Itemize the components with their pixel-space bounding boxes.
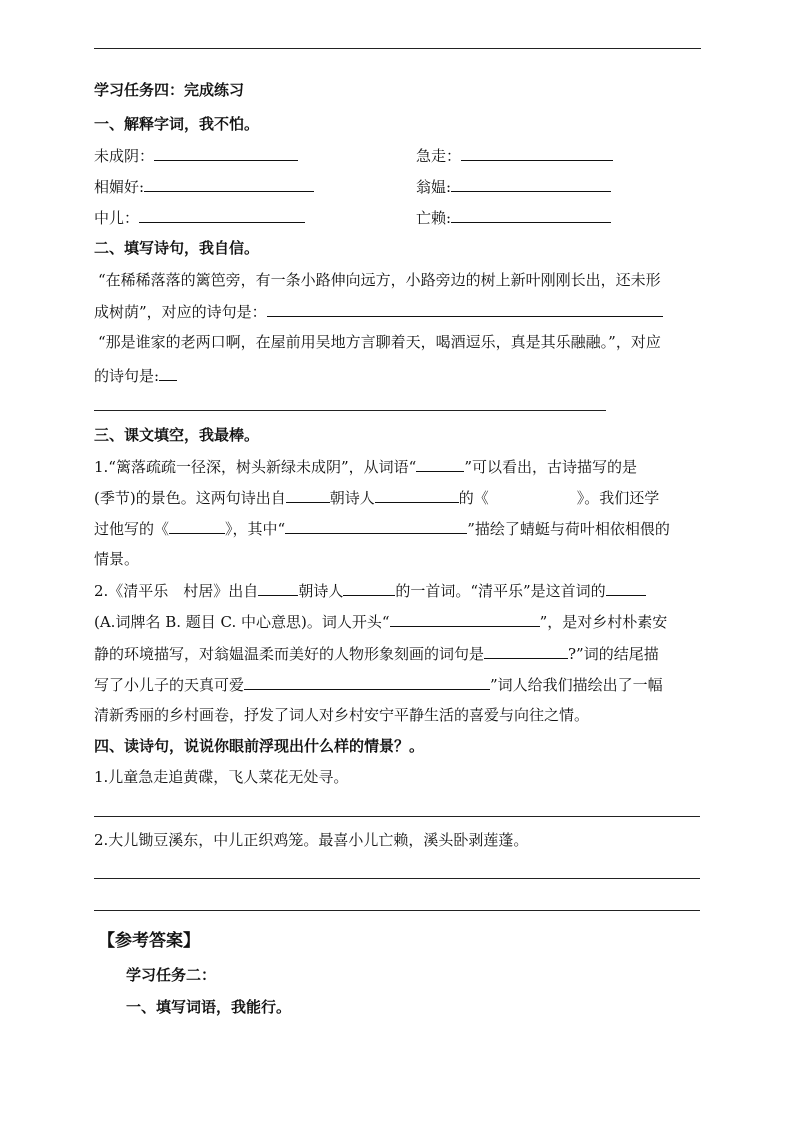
section4-title: 四、读诗句，说说你眼前浮现出什么样的情景？。 <box>94 737 425 755</box>
section2-title: 二、填写诗句，我自信。 <box>94 239 260 257</box>
cloze-q1-line2: (季节)的景色。这两句诗出自 朝诗人 的《 》。我们还学 <box>94 489 660 507</box>
term-row-1 <box>94 145 298 166</box>
fill-q2-line2: 的诗句是: <box>94 365 177 386</box>
task4-title: 学习任务四：完成练习 <box>94 81 245 99</box>
term-label: 中儿： <box>94 209 140 227</box>
answer-blank[interactable] <box>144 176 314 192</box>
answer-blank[interactable] <box>451 207 611 223</box>
answer-blank[interactable] <box>159 365 177 381</box>
cloze-q2-line4: 写了小儿子的天真可爱 ”词人给我们描绘出了一幅 <box>94 676 663 694</box>
cloze-q1-line1: 1.“篱落疏疏一径深，树头新绿未成阴”，从词语“ ”可以看出，古诗描写的是 <box>94 458 637 476</box>
answer-blank[interactable] <box>169 518 225 534</box>
answer-blank[interactable] <box>244 674 490 690</box>
cloze-q2-line1: 2.《清平乐 村居》出自 朝诗人 的一首词。“清平乐”是这首词的 <box>94 580 646 601</box>
answer-blank[interactable] <box>139 207 305 223</box>
term-label: 翁媪: <box>416 178 452 196</box>
cloze-q2-line2: (A.词牌名 B. 题目 C. 中心意思)。词人开头“ ”，是对乡村朴素安 <box>94 613 668 631</box>
term-row-3 <box>94 207 305 228</box>
answer-blank[interactable] <box>451 176 611 192</box>
term-row-3b <box>416 207 611 228</box>
term-row-2 <box>94 176 314 197</box>
term-label: 亡赖: <box>416 209 452 227</box>
fill-q2-line1: “那是谁家的老两口啊，在屋前用吴地方言聊着天，喝酒逗乐，真是其乐融融。”，对应 <box>98 333 661 351</box>
term-label: 相媚好: <box>94 178 145 196</box>
header-rule <box>94 48 701 49</box>
answer-blank[interactable] <box>267 301 663 317</box>
answer-blank[interactable] <box>484 643 568 659</box>
answer-blank[interactable] <box>154 145 298 161</box>
cloze-q2-line3: 静的环境描写，对翁媪温柔而美好的人物形象刻画的词句是 ?”词的结尾描 <box>94 645 659 663</box>
section1-title: 一、解释字词，我不怕。 <box>94 115 260 133</box>
cloze-q1-line3: 过他写的《 》，其中“ ”描绘了蜻蜓与荷叶相依相偎的 <box>94 520 670 538</box>
term-row-2b <box>416 176 611 197</box>
fill-q1-line2: 成树荫”，对应的诗句是： <box>94 301 663 322</box>
answer-blank[interactable] <box>390 611 540 627</box>
section3-title: 三、课文填空，我最棒。 <box>94 426 260 444</box>
answers-title: 【参考答案】 <box>98 931 200 951</box>
answer-blank[interactable] <box>343 580 395 596</box>
answer-line[interactable] <box>94 878 700 879</box>
answer-line[interactable] <box>94 816 700 817</box>
answers-task2: 学习任务二： <box>126 966 217 984</box>
poem-line-1: 1.儿童急走追黄碟，飞人菜花无处寻。 <box>94 768 349 786</box>
term-label: 未成阴： <box>94 147 155 165</box>
answers-section1: 一、填写词语，我能行。 <box>126 998 292 1016</box>
fill-q1-line1: “在稀稀落落的篱笆旁，有一条小路伸向远方，小路旁边的树上新叶刚刚长出，还未形 <box>98 271 661 289</box>
answer-blank[interactable] <box>286 487 330 503</box>
answer-blank[interactable] <box>416 456 464 472</box>
answer-blank[interactable] <box>285 518 467 534</box>
answer-blank[interactable] <box>606 580 646 596</box>
cloze-q1-line4: 情景。 <box>94 550 140 568</box>
answer-blank[interactable] <box>258 580 298 596</box>
answer-line[interactable] <box>94 910 700 911</box>
term-row-1b <box>416 145 613 166</box>
cloze-q2-line5: 清新秀丽的乡村画卷，抒发了词人对乡村安宁平静生活的喜爱与向往之情。 <box>94 706 590 724</box>
answer-blank[interactable] <box>461 145 613 161</box>
answer-blank[interactable] <box>375 487 459 503</box>
term-label: 急走： <box>416 147 462 165</box>
answer-line[interactable] <box>94 410 606 411</box>
poem-line-2: 2.大儿锄豆溪东，中儿正织鸡笼。最喜小儿亡赖，溪头卧剥莲蓬。 <box>94 831 529 849</box>
